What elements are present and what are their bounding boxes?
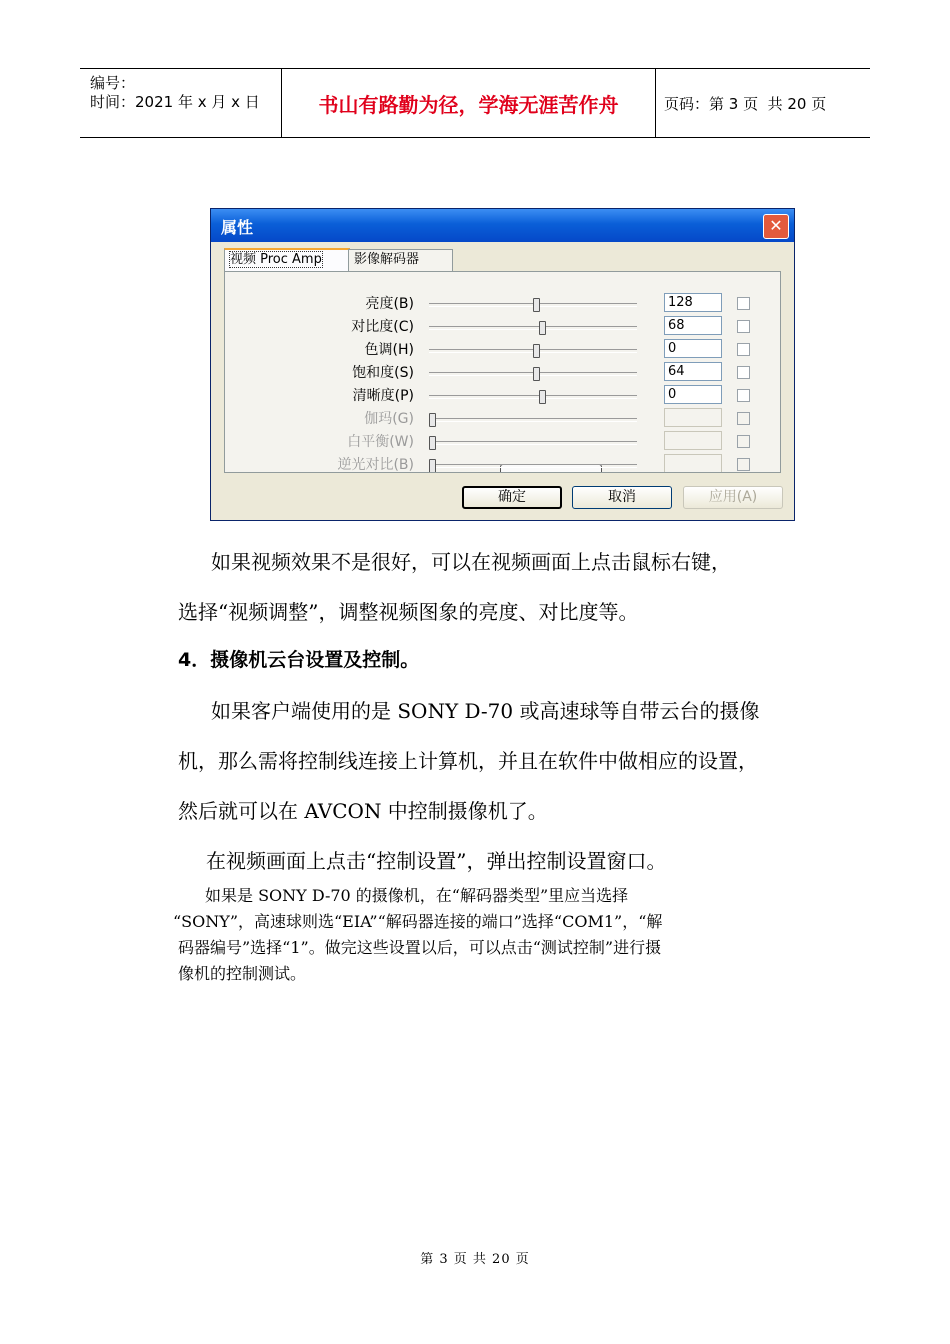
slider-thumb [429, 436, 436, 450]
paragraph-line: 如果是 SONY D-70 的摄像机，在“解码器类型”里应当选择 [205, 886, 629, 905]
property-value-field [664, 454, 722, 473]
paragraph-line: 选择“视频调整”，调整视频图象的亮度、对比度等。 [178, 600, 639, 624]
property-row [225, 315, 780, 338]
property-value-field [664, 431, 722, 450]
tab-label: 影像解码器 [354, 252, 420, 267]
slider-thumb[interactable] [533, 298, 540, 312]
dialog-titlebar[interactable] [211, 209, 794, 242]
slider-thumb[interactable] [533, 344, 540, 358]
header-motto: 书山有路勤为径，学海无涯苦作舟 [318, 92, 619, 117]
property-slider [429, 418, 637, 422]
property-slider[interactable] [429, 395, 637, 399]
apply-button[interactable]: 应用(A) [683, 486, 783, 509]
property-label: 对比度(C) [351, 319, 414, 335]
slider-thumb[interactable] [533, 367, 540, 381]
property-label: 亮度(B) [365, 296, 414, 312]
property-label: 伽玛(G) [364, 411, 414, 427]
property-row [225, 430, 780, 453]
property-value-field[interactable]: 0 [664, 339, 722, 358]
property-row [225, 338, 780, 361]
property-row [225, 384, 780, 407]
paragraph-line: 然后就可以在 AVCON 中控制摄像机了。 [178, 799, 548, 823]
property-label: 逆光对比(B) [337, 457, 414, 473]
slider-thumb[interactable] [539, 321, 546, 335]
paragraph-line: 在视频画面上点击“控制设置”，弹出控制设置窗口。 [206, 849, 667, 873]
property-label: 白平衡(W) [347, 434, 414, 450]
header-meta-cell [80, 69, 282, 137]
paragraph-line: “SONY”，高速球则选“EIA”“解码器连接的端口”选择“COM1”，“解 [173, 912, 663, 931]
property-value-field[interactable]: 68 [664, 316, 722, 335]
property-value-field [664, 408, 722, 427]
paragraph-line: 机，那么需将控制线连接上计算机，并且在软件中做相应的设置， [178, 749, 758, 773]
paragraph-line: 像机的控制测试。 [178, 964, 307, 983]
property-slider[interactable] [429, 349, 637, 353]
auto-checkbox[interactable] [737, 343, 750, 356]
slider-thumb [429, 459, 436, 473]
properties-dialog [210, 208, 795, 521]
auto-checkbox[interactable] [737, 320, 750, 333]
section-heading: 4．摄像机云台设置及控制。 [178, 649, 420, 671]
paragraph-line: 码器编号”选择“1”。做完这些设置以后，可以点击“测试控制”进行摄 [178, 938, 662, 957]
tab-video-proc-amp[interactable] [224, 248, 350, 273]
auto-checkbox[interactable] [737, 297, 750, 310]
auto-checkbox [737, 435, 750, 448]
slider-thumb [429, 413, 436, 427]
property-label: 色调(H) [364, 342, 414, 358]
auto-checkbox[interactable] [737, 389, 750, 402]
property-slider [429, 464, 637, 468]
property-value-field[interactable]: 64 [664, 362, 722, 381]
auto-checkbox[interactable] [737, 366, 750, 379]
page-footer: 第 3 页 共 20 页 [420, 1252, 530, 1267]
dialog-title: 属性 [221, 218, 254, 237]
tab-video-decoder[interactable] [348, 249, 453, 271]
cancel-button[interactable]: 取消 [572, 486, 672, 509]
property-slider[interactable] [429, 326, 637, 330]
tab-label: 视频 Proc Amp [230, 252, 322, 267]
auto-checkbox [737, 458, 750, 471]
paragraph-line: 如果视频效果不是很好，可以在视频画面上点击鼠标右键， [211, 550, 731, 574]
proc-amp-panel [224, 271, 781, 473]
property-label: 清晰度(P) [352, 388, 414, 404]
property-label: 饱和度(S) [352, 365, 414, 381]
slider-thumb[interactable] [539, 390, 546, 404]
auto-checkbox [737, 412, 750, 425]
property-row [225, 453, 780, 473]
property-row [225, 292, 780, 315]
property-value-field[interactable]: 128 [664, 293, 722, 312]
property-slider[interactable] [429, 303, 637, 307]
paragraph-line: 如果客户端使用的是 SONY D-70 或高速球等自带云台的摄像 [211, 699, 760, 723]
ok-button[interactable]: 确定 [462, 486, 562, 509]
doc-time-label: 时间：2021 年 x 月 x 日 [90, 93, 260, 111]
property-row [225, 361, 780, 384]
property-row [225, 407, 780, 430]
close-icon[interactable]: ✕ [763, 214, 789, 239]
property-slider [429, 441, 637, 445]
property-slider[interactable] [429, 372, 637, 376]
header-page-info: 页码：第 3 页 共 20 页 [664, 94, 827, 113]
doc-number-label: 编号： [90, 74, 136, 92]
page-header [80, 68, 870, 138]
header-motto-cell [282, 69, 656, 137]
property-value-field[interactable]: 0 [664, 385, 722, 404]
